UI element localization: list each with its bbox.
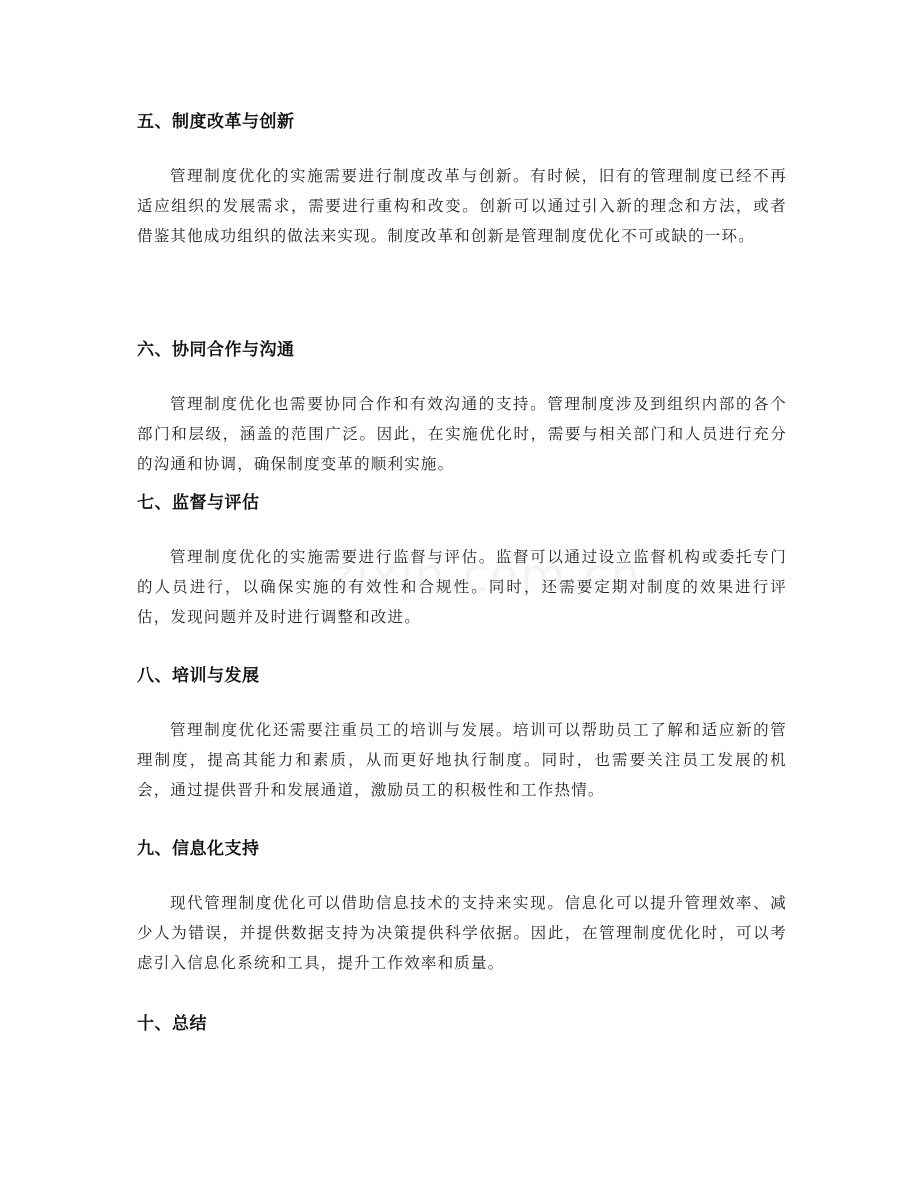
- section-heading: 九、信息化支持: [137, 839, 260, 859]
- section-7: [137, 491, 787, 632]
- section-9: [137, 837, 787, 978]
- section-heading: 七、监督与评估: [137, 493, 260, 513]
- section-heading: 六、协同合作与沟通: [137, 340, 295, 360]
- section-paragraph: 现代管理制度优化可以借助信息技术的支持来实现。信息化可以提升管理效率、减少人为错误，并提供数据支持为决策提供科学依据。因此，在管理制度优化时，可以考虑引入信息化系统和工具，提升工作效率和质量。: [137, 894, 787, 972]
- section-6: [137, 338, 787, 479]
- section-5: [137, 110, 787, 251]
- section-8: [137, 664, 787, 805]
- section-paragraph: 管理制度优化的实施需要进行制度改革与创新。有时候，旧有的管理制度已经不再适应组织的发展需求，需要进行重构和改变。创新可以通过引入新的理念和方法，或者借鉴其他成功组织的做法来实现。制度改革和创新是管理制度优化不可或缺的一环。: [137, 167, 787, 245]
- section-paragraph: 管理制度优化的实施需要进行监督与评估。监督可以通过设立监督机构或委托专门的人员进行，以确保实施的有效性和合规性。同时，还需要定期对制度的效果进行评估，发现问题并及时进行调整和改进。: [137, 548, 787, 626]
- section-paragraph: 管理制度优化还需要注重员工的培训与发展。培训可以帮助员工了解和适应新的管理制度，提高其能力和素质，从而更好地执行制度。同时，也需要关注员工发展的机会，通过提供晋升和发展通道，激励员工的积极性和工作热情。: [137, 721, 787, 799]
- section-heading: 八、培训与发展: [137, 666, 260, 686]
- section-paragraph: 管理制度优化也需要协同合作和有效沟通的支持。管理制度涉及到组织内部的各个部门和层级，涵盖的范围广泛。因此，在实施优化时，需要与相关部门和人员进行充分的沟通和协调，确保制度变革的顺利实施。: [137, 395, 787, 473]
- section-10: [137, 1012, 787, 1036]
- section-heading: 五、制度改革与创新: [137, 112, 295, 132]
- section-heading: 十、总结: [137, 1014, 207, 1034]
